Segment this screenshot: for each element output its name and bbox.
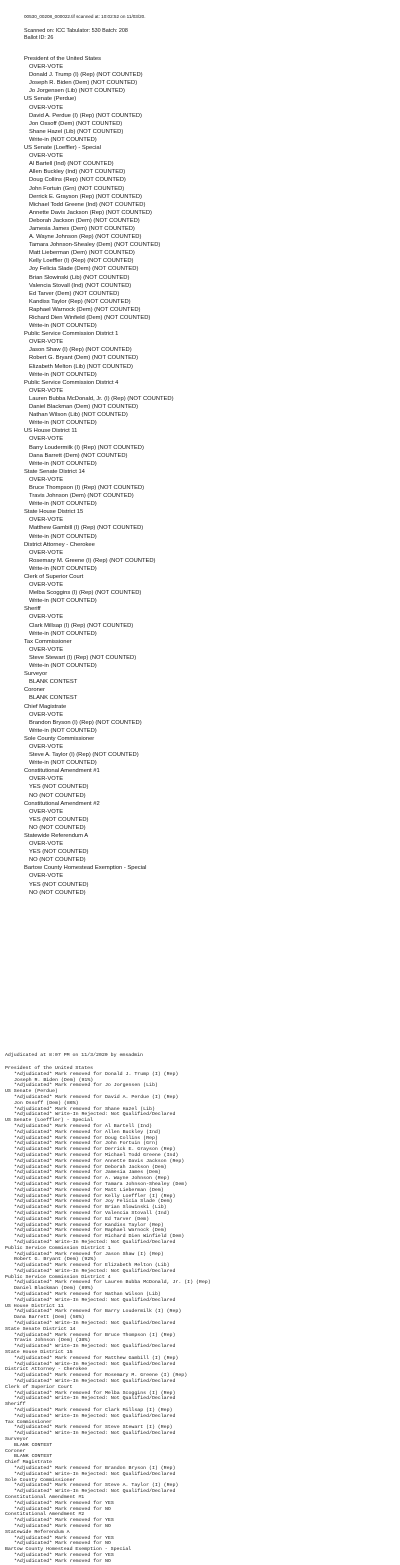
adjudication-line: *Adjudicated* Mark removed for NO <box>14 1523 111 1529</box>
contest-choice: Derrick E. Grayson (Rep) (NOT COUNTED) <box>29 193 142 200</box>
adjudication-section-title: State Senate District 14 <box>5 1326 76 1332</box>
adjudication-section-title: State House District 15 <box>5 1350 73 1356</box>
contest-choice: NO (NOT COUNTED) <box>29 792 86 799</box>
adjudication-section-title: Public Service Commission District 4 <box>5 1274 111 1280</box>
adjudication-section <box>5 1420 395 1437</box>
contest <box>24 735 394 767</box>
contest-choice: OVER-VOTE <box>29 64 64 71</box>
contest-choice: YES (NOT COUNTED) <box>29 881 89 888</box>
adjudication-section <box>5 1066 395 1089</box>
adjudication-line: Robert G. Bryant (Dem) (92%) <box>14 1257 97 1263</box>
contest-choice: OVER-VOTE <box>29 743 64 750</box>
adjudication-line: *Adjudicated* Mark removed for Nathan Wilson (Lib) <box>14 1292 161 1298</box>
contest-choice: Allen Buckley (Ind) (NOT COUNTED) <box>29 169 126 176</box>
contest-choice: OVER-VOTE <box>29 711 64 718</box>
contest-choice: Al Bartell (Ind) (NOT COUNTED) <box>29 161 114 168</box>
adjudication-line: *Adjudicated* Mark removed for Clark Millsap (I) (Rep) <box>14 1408 173 1414</box>
contest-choice: Nathan Wilson (Lib) (NOT COUNTED) <box>29 412 128 419</box>
adjudication-line: BLANK CONTEST <box>14 1454 53 1460</box>
contest-choice: OVER-VOTE <box>29 387 64 394</box>
adjudication-line: Jon Ossoff (Dem) (86%) <box>14 1100 79 1106</box>
contest-choice: Matthew Gambill (I) (Rep) (NOT COUNTED) <box>29 525 144 532</box>
adjudication-line: *Adjudicated* Mark removed for Jason Shaw (I) (Rep) <box>14 1251 164 1257</box>
adjudication-section <box>5 1089 395 1118</box>
adjudication-section <box>5 1547 395 1564</box>
contest-choice: NO (NOT COUNTED) <box>29 857 86 864</box>
adjudication-line: *Adjudicated* Mark removed for NO <box>14 1558 111 1564</box>
adjudication-line: *Adjudicated* Write-In Rejected: Not Qualified/Declared <box>14 1112 176 1118</box>
adjudication-line: *Adjudicated* Mark removed for Lauren Bubba McDonald, Jr. (I) (Rep) <box>14 1280 211 1286</box>
adjudication-line: *Adjudicated* Mark removed for Deborah Jackson (Dem) <box>14 1164 167 1170</box>
contest-choice: Daniel Blackman (Dem) (NOT COUNTED) <box>29 404 139 411</box>
adjudication-line: BLANK CONTEST <box>14 1442 53 1448</box>
contest-title: District Attorney - Cherokee <box>24 541 95 548</box>
adjudication-line: Travis Johnson (Dem) (38%) <box>14 1338 91 1344</box>
adjudication-line: *Adjudicated* Mark removed for YES <box>14 1552 114 1558</box>
scanner-info: Scanned on: ICC Tabulator: 530 Batch: 208 <box>24 28 128 34</box>
adjudication-log <box>5 1066 395 1565</box>
contest-choice: Tamara Johnson-Shealey (Dem) (NOT COUNTED) <box>29 242 161 249</box>
adjudication-section <box>5 1478 395 1495</box>
adjudication-line: *Adjudicated* Mark removed for A. Wayne Johnson (Rep) <box>14 1176 170 1182</box>
contest-choice: Joy Felicia Slade (Dem) (NOT COUNTED) <box>29 266 139 273</box>
adjudication-line: *Adjudicated* Mark removed for Steve A. Taylor (I) (Rep) <box>14 1483 179 1489</box>
adjudication-section-title: Surveyor <box>5 1437 29 1442</box>
contest-choice: Write-in (NOT COUNTED) <box>29 533 97 540</box>
contest-title: Sole County Commissioner <box>24 735 95 742</box>
adjudication-line: *Adjudicated* Mark removed for Bruce Thompson (I) (Rep) <box>14 1332 176 1338</box>
adjudication-line: *Adjudicated* Mark removed for Doug Collins (Rep) <box>14 1135 158 1141</box>
contest-choice: Write-in (NOT COUNTED) <box>29 501 97 508</box>
contest <box>24 638 394 670</box>
contest-choice: Donald J. Trump (I) (Rep) (NOT COUNTED) <box>29 72 143 79</box>
contest-choice: Ed Tarver (Dem) (NOT COUNTED) <box>29 290 120 297</box>
contest-choice: Travis Johnson (Dem) (NOT COUNTED) <box>29 493 134 500</box>
contest-choice: OVER-VOTE <box>29 841 64 848</box>
contest <box>24 703 394 735</box>
adjudication-line: *Adjudicated* Mark removed for Allen Buckley (Ind) <box>14 1129 161 1135</box>
adjudication-line: *Adjudicated* Mark removed for Rosemary M. Greene (I) (Rep) <box>14 1373 188 1379</box>
contest-choice: Write-in (NOT COUNTED) <box>29 323 97 330</box>
adjudication-section-title: Chief Magistrate <box>5 1460 52 1466</box>
ballot-contests <box>24 55 394 897</box>
contest <box>24 800 394 832</box>
contest-choice: OVER-VOTE <box>29 476 64 483</box>
contest-choice: NO (NOT COUNTED) <box>29 824 86 831</box>
adjudication-line: *Adjudicated* Mark removed for YES <box>14 1535 114 1541</box>
contest <box>24 55 394 95</box>
adjudication-line: *Adjudicated* Write-In Rejected: Not Qualified/Declared <box>14 1268 176 1274</box>
adjudication-line: *Adjudicated* Mark removed for Donald J. Trump (I) (Rep) <box>14 1071 179 1077</box>
adjudication-line: *Adjudicated* Write-In Rejected: Not Qualified/Declared <box>14 1379 176 1385</box>
adjudication-section <box>5 1460 395 1477</box>
contest-title: Public Service Commission District 4 <box>24 379 119 386</box>
contest-choice: Write-in (NOT COUNTED) <box>29 760 97 767</box>
contest-choice: OVER-VOTE <box>29 436 64 443</box>
adjudication-section <box>5 1327 395 1350</box>
contest <box>24 864 394 896</box>
contest-choice: OVER-VOTE <box>29 808 64 815</box>
adjudication-line: *Adjudicated* Write-In Rejected: Not Qualified/Declared <box>14 1471 176 1477</box>
adjudication-line: *Adjudicated* Mark removed for Joy Felicia Slade (Dem) <box>14 1199 173 1205</box>
contest-choice: Steve A. Taylor (I) (Rep) (NOT COUNTED) <box>29 752 139 759</box>
contest-choice: YES (NOT COUNTED) <box>29 816 89 823</box>
adjudication-line: *Adjudicated* Mark removed for Melba Scoggins (I) (Rep) <box>14 1390 176 1396</box>
contest-choice: Jon Ossoff (Dem) (NOT COUNTED) <box>29 120 123 127</box>
adjudication-heading: Adjudicated at 8:07 PM on 11/3/2020 by emsadmin <box>5 1053 143 1058</box>
contest <box>24 144 394 330</box>
contest-choice: Annette Davis Jackson (Rep) (NOT COUNTED) <box>29 209 152 216</box>
contest-choice: Raphael Warnock (Dem) (NOT COUNTED) <box>29 306 141 313</box>
contest-choice: Matt Lieberman (Dem) (NOT COUNTED) <box>29 250 135 257</box>
contest-choice: OVER-VOTE <box>29 104 64 111</box>
contest-choice: Bruce Thompson (I) (Rep) (NOT COUNTED) <box>29 484 145 491</box>
contest-title: US Senate (Loeffler) - Special <box>24 145 101 152</box>
contest <box>24 670 394 686</box>
contest-choice: Steve Stewart (I) (Rep) (NOT COUNTED) <box>29 654 137 661</box>
contest-choice: Jo Jorgensen (Lib) (NOT COUNTED) <box>29 88 125 95</box>
contest-choice: Lauren Bubba McDonald, Jr. (I) (Rep) (NOT COUNTED) <box>29 395 174 402</box>
contest-choice: Jason Shaw (I) (Rep) (NOT COUNTED) <box>29 347 132 354</box>
contest <box>24 686 394 702</box>
contest-title: Tax Commissioner <box>24 638 72 645</box>
adjudication-section <box>5 1402 395 1419</box>
adjudication-line: *Adjudicated* Write-In Rejected: Not Qualified/Declared <box>14 1297 176 1303</box>
adjudication-section-title: Sole County Commissioner <box>5 1477 76 1483</box>
adjudication-line: *Adjudicated* Write-In Rejected: Not Qualified/Declared <box>14 1239 176 1245</box>
contest <box>24 508 394 540</box>
contest-title: Coroner <box>24 687 45 694</box>
contest-title: US House District 11 <box>24 428 78 435</box>
adjudication-section-title: Bartow County Homestead Exemption - Special <box>5 1547 132 1553</box>
adjudication-line: *Adjudicated* Mark removed for Barry Loudermilk (I) (Rep) <box>14 1309 182 1315</box>
adjudication-line: *Adjudicated* Mark removed for John Fortuin (Grn) <box>14 1141 158 1147</box>
adjudication-section-title: Sheriff <box>5 1402 26 1408</box>
adjudication-section-title: Public Service Commission District 1 <box>5 1245 111 1251</box>
adjudication-line: *Adjudicated* Mark removed for David A. Perdue (I) (Rep) <box>14 1094 179 1100</box>
contest-choice: Doug Collins (Rep) (NOT COUNTED) <box>29 177 126 184</box>
adjudication-line: *Adjudicated* Mark removed for Matthew Gambill (I) (Rep) <box>14 1355 179 1361</box>
adjudication-line: *Adjudicated* Mark removed for YES <box>14 1500 114 1506</box>
contest-choice: OVER-VOTE <box>29 517 64 524</box>
contest-choice: Write-in (NOT COUNTED) <box>29 630 97 637</box>
contest-choice: Write-in (NOT COUNTED) <box>29 727 97 734</box>
contest-choice: Clark Millsap (I) (Rep) (NOT COUNTED) <box>29 622 134 629</box>
adjudication-line: *Adjudicated* Mark removed for Steve Stewart (I) (Rep) <box>14 1425 173 1431</box>
contest-choice: Write-in (NOT COUNTED) <box>29 420 97 427</box>
contest-choice: Jamesia James (Dem) (NOT COUNTED) <box>29 225 135 232</box>
contest-title: Chief Magistrate <box>24 703 67 710</box>
adjudication-line: *Adjudicated* Mark removed for Shane Hazel (Lib) <box>14 1106 155 1112</box>
adjudication-section <box>5 1350 395 1367</box>
contest-choice: YES (NOT COUNTED) <box>29 784 89 791</box>
contest-title: US Senate (Perdue) <box>24 96 77 103</box>
adjudication-line: *Adjudicated* Mark removed for YES <box>14 1518 114 1524</box>
contest-choice: BLANK CONTEST <box>29 695 78 702</box>
ballot-id: Ballot ID: 26 <box>24 35 54 41</box>
adjudication-section-title: Clerk of Superior Court <box>5 1384 73 1390</box>
adjudication-section-title: President of the United States <box>5 1066 94 1071</box>
contest <box>24 95 394 144</box>
adjudication-line: Dana Barrett (Dem) (56%) <box>14 1315 85 1321</box>
contest <box>24 427 394 467</box>
adjudication-section-title: Constitutional Amendment #2 <box>5 1512 85 1518</box>
adjudication-line: *Adjudicated* Mark removed for Elizabeth Melton (Lib) <box>14 1263 170 1269</box>
contest-choice: David A. Perdue (I) (Rep) (NOT COUNTED) <box>29 112 142 119</box>
contest-choice: Write-in (NOT COUNTED) <box>29 371 97 378</box>
adjudication-line: *Adjudicated* Write-In Rejected: Not Qualified/Declared <box>14 1413 176 1419</box>
adjudication-line: *Adjudicated* Mark removed for Ed Tarver (Dem) <box>14 1216 150 1222</box>
contest-choice: Brian Slowinski (Lib) (NOT COUNTED) <box>29 274 130 281</box>
adjudication-section <box>5 1495 395 1512</box>
adjudication-line: *Adjudicated* Mark removed for Al Bartell (Ind) <box>14 1123 152 1129</box>
contest-choice: Write-in (NOT COUNTED) <box>29 565 97 572</box>
adjudication-line: *Adjudicated* Write-In Rejected: Not Qualified/Declared <box>14 1396 176 1402</box>
adjudication-section <box>5 1385 395 1402</box>
contest-title: Constitutional Amendment #1 <box>24 768 100 775</box>
adjudication-line: *Adjudicated* Mark removed for Brandon Bryson (I) (Rep) <box>14 1465 176 1471</box>
adjudication-section <box>5 1304 395 1327</box>
contest-choice: BLANK CONTEST <box>29 679 78 686</box>
adjudication-section-title: US Senate (Loeffler) - Special <box>5 1118 94 1124</box>
adjudication-line: *Adjudicated* Write-In Rejected: Not Qualified/Declared <box>14 1321 176 1327</box>
contest-choice: Write-in (NOT COUNTED) <box>29 598 97 605</box>
contest-choice: Robert G. Bryant (Dem) (NOT COUNTED) <box>29 355 139 362</box>
adjudication-line: *Adjudicated* Mark removed for Jamesia James (Dem) <box>14 1170 161 1176</box>
contest-title: Clerk of Superior Court <box>24 574 84 580</box>
contest <box>24 468 394 508</box>
adjudication-line: *Adjudicated* Write-In Rejected: Not Qualified/Declared <box>14 1431 176 1437</box>
adjudication-section <box>5 1530 395 1547</box>
adjudication-line: Daniel Blackman (Dem) (89%) <box>14 1286 94 1292</box>
adjudication-line: *Adjudicated* Mark removed for Michael Todd Greene (Ind) <box>14 1152 179 1158</box>
adjudication-section-title: Statewide Referendum A <box>5 1529 70 1535</box>
contest <box>24 573 394 605</box>
contest-title: President of the United States <box>24 56 102 62</box>
adjudication-line: *Adjudicated* Mark removed for Matt Lieberman (Dem) <box>14 1187 164 1193</box>
contest-choice: Kelly Loeffler (I) (Rep) (NOT COUNTED) <box>29 258 134 265</box>
adjudication-section-title: Constitutional Amendment #1 <box>5 1494 85 1500</box>
adjudication-line: *Adjudicated* Mark removed for Kandiss Taylor (Rep) <box>14 1222 164 1228</box>
contest-choice: Write-in (NOT COUNTED) <box>29 663 97 670</box>
contest-choice: OVER-VOTE <box>29 776 64 783</box>
contest-title: Sheriff <box>24 606 41 613</box>
contest-choice: Write-in (NOT COUNTED) <box>29 460 97 467</box>
contest <box>24 379 394 428</box>
adjudication-section-title: Coroner <box>5 1448 26 1454</box>
adjudication-line: Joseph R. Biden (Dem) (91%) <box>14 1077 94 1083</box>
contest <box>24 330 394 379</box>
adjudication-line: *Adjudicated* Mark removed for Annette Davis Jackson (Rep) <box>14 1158 185 1164</box>
contest-title: Constitutional Amendment #2 <box>24 800 100 807</box>
contest-title: Bartow County Homestead Exemption - Special <box>24 865 147 872</box>
contest-choice: YES (NOT COUNTED) <box>29 849 89 856</box>
adjudication-section <box>5 1118 395 1246</box>
adjudication-section-title: US Senate (Perdue) <box>5 1089 58 1095</box>
adjudication-line: *Adjudicated* Write-In Rejected: Not Qualified/Declared <box>14 1344 176 1350</box>
adjudication-line: *Adjudicated* Mark removed for Valencia Stovall (Ind) <box>14 1210 170 1216</box>
adjudication-section <box>5 1367 395 1384</box>
adjudication-section <box>5 1437 395 1449</box>
adjudication-section <box>5 1275 395 1304</box>
adjudication-line: *Adjudicated* Mark removed for Derrick E. Grayson (Rep) <box>14 1147 176 1153</box>
contest-choice: OVER-VOTE <box>29 549 64 556</box>
adjudication-section-title: US House District 11 <box>5 1303 64 1309</box>
scan-info-line: 00530_00208_000022.tif scanned at: 10:02:52 on 11/03/20. <box>24 14 146 19</box>
adjudication-line: *Adjudicated* Mark removed for Jo Jorgensen (Lib) <box>14 1083 158 1089</box>
contest-choice: OVER-VOTE <box>29 153 64 160</box>
contest-choice: Barry Loudermilk (I) (Rep) (NOT COUNTED) <box>29 444 144 451</box>
adjudication-line: *Adjudicated* Mark removed for Raphael Warnock (Dem) <box>14 1228 167 1234</box>
contest-choice: OVER-VOTE <box>29 582 64 589</box>
contest-choice: OVER-VOTE <box>29 339 64 346</box>
contest-choice: Deborah Jackson (Dem) (NOT COUNTED) <box>29 217 140 224</box>
contest-choice: NO (NOT COUNTED) <box>29 889 86 896</box>
contest-choice: Valencia Stovall (Ind) (NOT COUNTED) <box>29 282 132 289</box>
adjudication-line: *Adjudicated* Mark removed for Richard Dien Winfield (Dem) <box>14 1234 185 1240</box>
contest <box>24 832 394 864</box>
contest-choice: Richard Dien Winfield (Dem) (NOT COUNTED) <box>29 315 151 321</box>
adjudication-line: *Adjudicated* Write-In Rejected: Not Qualified/Declared <box>14 1361 176 1367</box>
contest-choice: Brandon Bryson (I) (Rep) (NOT COUNTED) <box>29 719 142 726</box>
adjudication-line: *Adjudicated* Write-In Rejected: Not Qualified/Declared <box>14 1489 176 1495</box>
contest-choice: Rosemary M. Greene (I) (Rep) (NOT COUNTED) <box>29 557 156 564</box>
contest-title: Surveyor <box>24 671 48 678</box>
contest-title: State Senate District 14 <box>24 468 85 475</box>
contest-choice: OVER-VOTE <box>29 614 64 621</box>
contest <box>24 767 394 799</box>
adjudication-line: *Adjudicated* Mark removed for NO <box>14 1506 111 1512</box>
contest-choice: Melba Scoggins (I) (Rep) (NOT COUNTED) <box>29 590 142 597</box>
contest-choice: Shane Hazel (Lib) (NOT COUNTED) <box>29 128 124 135</box>
adjudication-line: *Adjudicated* Mark removed for Kelly Loeffler (I) (Rep) <box>14 1193 176 1199</box>
adjudication-section-title: District Attorney - Cherokee <box>5 1367 88 1373</box>
contest-choice: OVER-VOTE <box>29 646 64 653</box>
contest-title: Public Service Commission District 1 <box>24 331 119 338</box>
adjudication-section <box>5 1512 395 1529</box>
contest-choice: Joseph R. Biden (Dem) (NOT COUNTED) <box>29 80 138 87</box>
contest-choice: Michael Todd Greene (Ind) (NOT COUNTED) <box>29 201 146 208</box>
contest-choice: OVER-VOTE <box>29 873 64 880</box>
adjudication-section <box>5 1246 395 1275</box>
contest-choice: John Fortuin (Grn) (NOT COUNTED) <box>29 185 125 192</box>
contest-choice: Elizabeth Melton (Lib) (NOT COUNTED) <box>29 363 133 370</box>
contest-choice: Kandiss Taylor (Rep) (NOT COUNTED) <box>29 298 131 305</box>
contest-title: State House District 15 <box>24 509 84 516</box>
adjudication-section <box>5 1449 395 1461</box>
contest-title: Statewide Referendum A <box>24 833 89 839</box>
contest-choice: Write-in (NOT COUNTED) <box>29 136 97 143</box>
adjudication-line: *Adjudicated* Mark removed for NO <box>14 1541 111 1547</box>
contest-choice: A. Wayne Johnson (Rep) (NOT COUNTED) <box>29 234 142 241</box>
contest <box>24 605 394 637</box>
contest-choice: Dana Barrett (Dem) (NOT COUNTED) <box>29 452 128 459</box>
adjudication-section-title: Tax Commissioner <box>5 1419 52 1425</box>
adjudication-line: *Adjudicated* Mark removed for Tamara Johnson-Shealey (Dem) <box>14 1181 188 1187</box>
adjudication-line: *Adjudicated* Mark removed for Brian Slowinski (Lib) <box>14 1205 167 1211</box>
contest <box>24 541 394 573</box>
